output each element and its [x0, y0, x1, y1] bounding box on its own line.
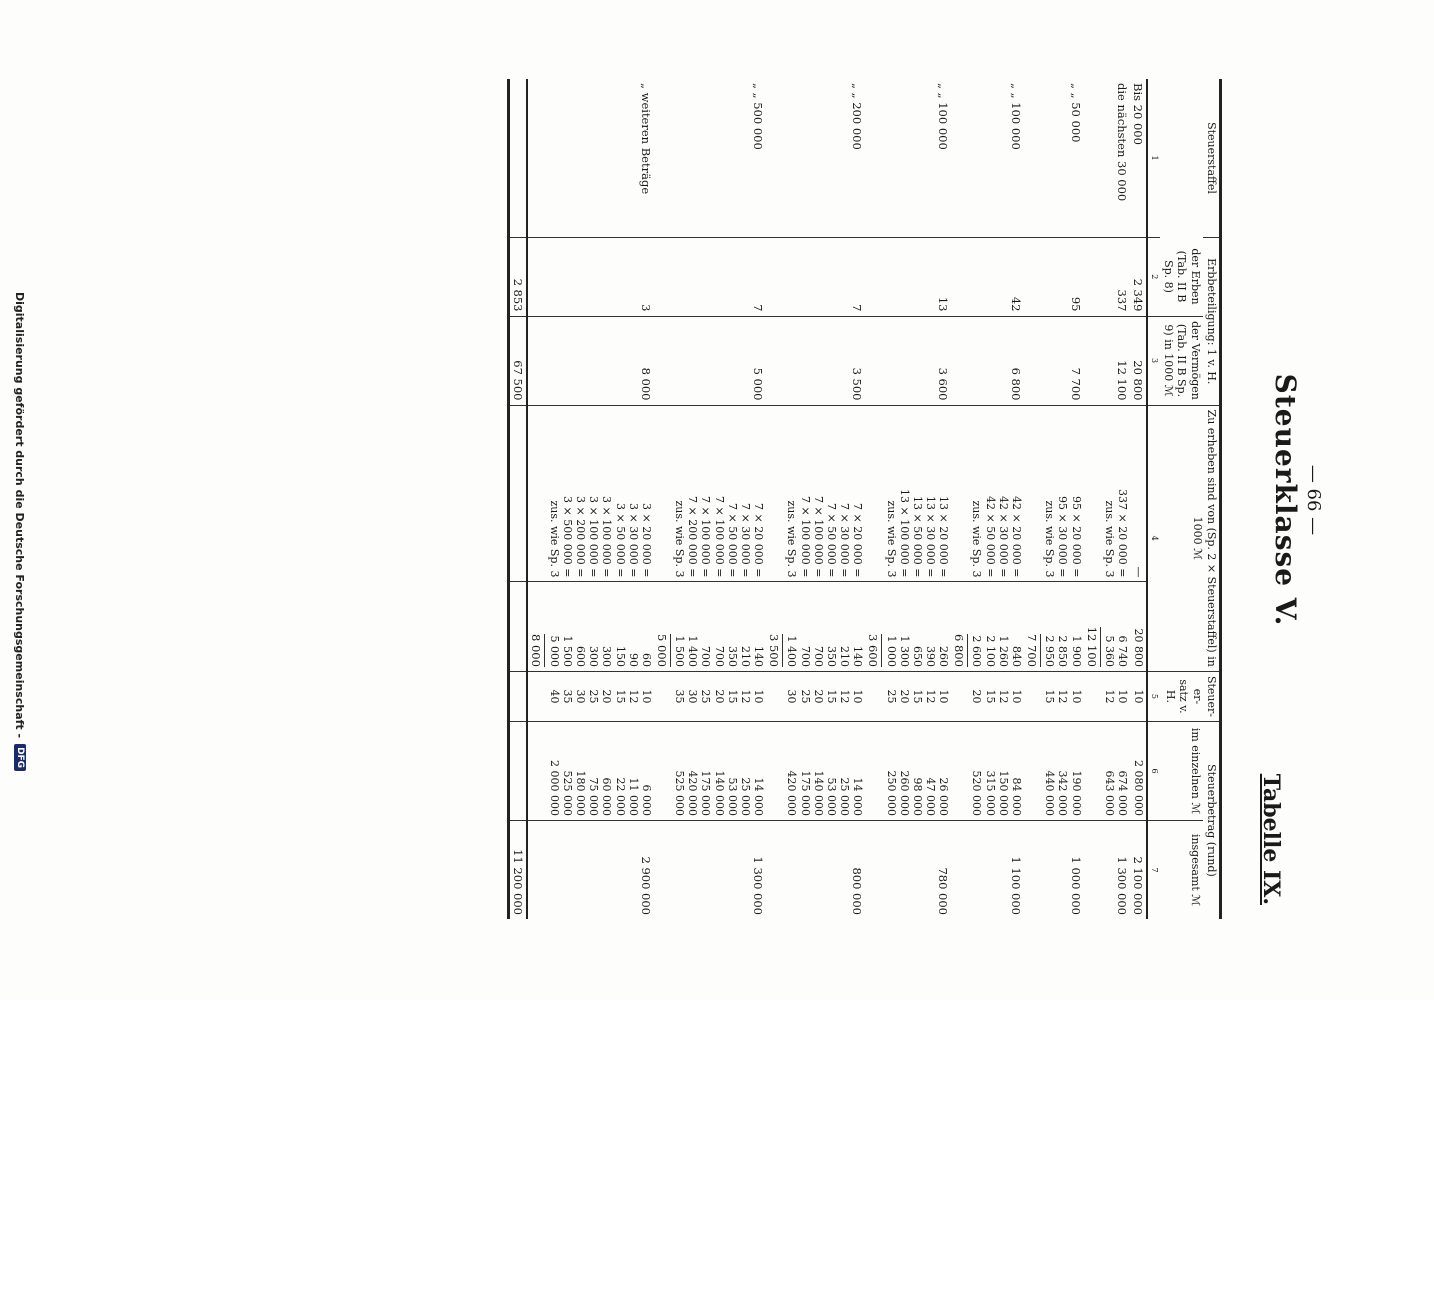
steuerstaffel-cell: „ „ 100 000 [936, 83, 951, 150]
erben-cell: 13 [883, 238, 951, 317]
credit-text: Digitalisierung gefördert durch die Deutsche Forschungsgemeinschaft - [13, 292, 27, 739]
subtotal-cell [951, 79, 969, 238]
subtotal-cell [1024, 79, 1042, 238]
erben-cell: 3 [546, 238, 654, 317]
insgesamt-cell: 2 100 000 [1130, 821, 1147, 920]
insgesamt-cell: 780 000 [883, 821, 951, 920]
total-empty [509, 582, 528, 671]
subtotal-cell [527, 582, 546, 671]
formel-cell: 7 × 20 000 = 7 × 30 000 = 7 × 50 000 = 7 × 100 000 = 7 × 100 000 = 7 × 200 000 = zus. wie Sp. 3 [672, 405, 766, 582]
subtotal-row [865, 79, 883, 919]
subtotal-value: 6 800 [952, 634, 967, 667]
steuerstaffel-cell: „ weiteren Beträge [638, 83, 653, 195]
erben-cell: 42 [969, 238, 1024, 317]
einzelbetrag-cell: 190 000 342 000 440 000 [1042, 722, 1084, 821]
wert-cell: 140 210 350 700 700 1 400 [784, 582, 865, 671]
subtotal-cell [766, 722, 784, 821]
steuerstaffel-cell: „ „ 50 000 [1068, 83, 1083, 143]
steuerstaffel-cell: „ „ 500 000 [751, 83, 766, 150]
subtotal-cell [766, 79, 784, 238]
subtotal-cell [527, 79, 546, 238]
subtotal-cell [654, 821, 672, 920]
subtotal-row [654, 79, 672, 919]
steuersatz-cell: 10 12 [1102, 671, 1130, 721]
tax-table [507, 79, 1222, 919]
total-insgesamt: 11 200 000 [509, 821, 528, 920]
formel-cell: 7 × 20 000 = 7 × 30 000 = 7 × 50 000 = 7 × 100 000 = 7 × 100 000 = zus. wie Sp. 3 [784, 405, 865, 582]
header-zu-erheben: Zu erheben sind von (Sp. 2 × Steuerstaffel) in 1000 ℳ [1160, 405, 1221, 671]
subtotal-cell [951, 671, 969, 721]
subtotal-cell [766, 671, 784, 721]
wert-cell: 840 1 260 2 100 2 600 [969, 582, 1024, 671]
table-row [883, 79, 951, 919]
vermoegen-cell: 12 100 [1102, 316, 1130, 405]
erben-cell: 2 349 [1130, 238, 1147, 317]
subtotal-cell [527, 821, 546, 920]
subtotal-cell [951, 582, 969, 671]
steuersatz-cell: 10 12 15 20 25 30 35 40 [546, 671, 654, 721]
subtotal-cell [654, 582, 672, 671]
col-number: 5 [1147, 671, 1160, 721]
subtotal-row [1024, 79, 1042, 919]
subtotal-value: 3 500 [767, 634, 782, 667]
total-vermoegen: 67 500 [509, 316, 528, 405]
page-title: Steuerklasse V. [1269, 373, 1302, 627]
table-row [672, 79, 766, 919]
totals-row [509, 79, 528, 919]
steuerstaffel-cell: „ „ 100 000 [1009, 83, 1024, 150]
insgesamt-cell: 2 900 000 [546, 821, 654, 920]
subtotal-cell [951, 821, 969, 920]
wert-cell: 6 740 5 360 [1102, 582, 1130, 671]
subtotal-cell [865, 722, 883, 821]
subtotal-cell [1084, 238, 1102, 317]
col-number: 6 [1147, 722, 1160, 821]
vermoegen-cell: 7 700 [1042, 316, 1084, 405]
subtotal-row [951, 79, 969, 919]
subtotal-cell [865, 405, 883, 582]
subtotal-cell [951, 238, 969, 317]
subtotal-cell [654, 671, 672, 721]
vermoegen-cell: 20 800 [1130, 316, 1147, 405]
steuersatz-cell: 10 12 15 20 25 30 [784, 671, 865, 721]
subtotal-cell [1024, 722, 1042, 821]
subtotal-cell [766, 405, 784, 582]
steuersatz-cell: 10 12 15 [1042, 671, 1084, 721]
col-number: 2 [1147, 238, 1160, 317]
subtotal-cell [654, 405, 672, 582]
subtotal-cell [654, 316, 672, 405]
subtotal-value: 8 000 [529, 634, 544, 667]
formel-cell: 42 × 20 000 = 42 × 30 000 = 42 × 50 000 = zus. wie Sp. 3 [969, 405, 1024, 582]
subtotal-cell [527, 238, 546, 317]
vermoegen-cell: 3 600 [883, 316, 951, 405]
einzelbetrag-cell: 2 080 000 [1130, 722, 1147, 821]
subtotal-value: 7 700 [1025, 634, 1040, 667]
erben-cell: 7 [672, 238, 766, 317]
subtotal-row [527, 79, 546, 919]
header-steuersatz: Steuer- er- satz v. H. [1160, 671, 1221, 721]
subtotal-cell [1084, 722, 1102, 821]
col-number: 3 [1147, 316, 1160, 405]
digitization-credit [8, 292, 32, 1292]
subtotal-cell [766, 316, 784, 405]
steuerstaffel-cell: „ „ 200 000 [850, 83, 865, 150]
formel-cell: — [1130, 405, 1147, 582]
subtotal-value: 5 000 [654, 634, 669, 667]
table-row [784, 79, 865, 919]
subtotal-cell [766, 582, 784, 671]
einzelbetrag-cell: 26 000 47 000 98 000 260 000 250 000 [883, 722, 951, 821]
formel-cell: 337 × 20 000 = zus. wie Sp. 3 [1102, 405, 1130, 582]
insgesamt-cell: 1 300 000 [672, 821, 766, 920]
einzelbetrag-cell: 14 000 25 000 53 000 140 000 175 000 420 000 525 000 [672, 722, 766, 821]
header-einzeln: im einzelnen ℳ [1160, 722, 1203, 821]
col-number: 1 [1147, 79, 1160, 238]
insgesamt-cell: 800 000 [784, 821, 865, 920]
header-insgesamt: insgesamt ℳ [1160, 821, 1203, 920]
subtotal-cell [1084, 821, 1102, 920]
header-erbbeteiligung: Erbbeteiligung: 1 v. H. [1203, 238, 1220, 406]
subtotal-cell [951, 316, 969, 405]
table-row [1042, 79, 1084, 919]
subtotal-cell [865, 316, 883, 405]
subtotal-cell [1024, 821, 1042, 920]
steuersatz-cell: 10 12 15 20 [969, 671, 1024, 721]
steuerstaffel-cell: die nächsten 30 000 [1115, 83, 1129, 202]
wert-cell: 140 210 350 700 700 1 400 1 500 [672, 582, 766, 671]
vermoegen-cell: 6 800 [969, 316, 1024, 405]
total-empty [509, 405, 528, 582]
subtotal-cell [1084, 582, 1102, 671]
subtotal-cell [1024, 582, 1042, 671]
subtotal-cell [1024, 238, 1042, 317]
formel-cell: 3 × 20 000 = 3 × 30 000 = 3 × 50 000 = 3 × 100 000 = 3 × 100 000 = 3 × 200 000 = 3 × 500 000 = zus. wie Sp. 3 [546, 405, 654, 582]
subtotal-cell [654, 238, 672, 317]
insgesamt-cell: 1 100 000 [969, 821, 1024, 920]
total-empty [509, 79, 528, 238]
subtotal-value: 12 100 [1084, 626, 1099, 667]
steuerstaffel-cell: Bis 20 000 [1131, 83, 1145, 145]
subtotal-row [1084, 79, 1102, 919]
wert-cell: 20 800 [1130, 582, 1147, 671]
subtotal-cell [951, 722, 969, 821]
col-number: 7 [1147, 821, 1160, 920]
subtotal-cell [527, 722, 546, 821]
vermoegen-cell: 8 000 [546, 316, 654, 405]
wert-cell: 1 900 2 850 2 950 [1042, 582, 1084, 671]
subtotal-cell [766, 821, 784, 920]
table-row [969, 79, 1024, 919]
subtotal-cell [654, 722, 672, 821]
subtotal-cell [527, 671, 546, 721]
total-empty [509, 671, 528, 721]
vermoegen-cell: 3 500 [784, 316, 865, 405]
erben-cell: 7 [784, 238, 865, 317]
subtotal-cell [865, 821, 883, 920]
subtotal-cell [1084, 316, 1102, 405]
table-row [546, 79, 654, 919]
subtotal-cell [527, 316, 546, 405]
header-steuerstaffel: Steuerstaffel [1205, 122, 1218, 194]
einzelbetrag-cell: 14 000 25 000 53 000 140 000 175 000 420 000 [784, 722, 865, 821]
total-empty [509, 722, 528, 821]
col-number: 4 [1147, 405, 1160, 671]
dfg-logo: DFG [14, 744, 26, 771]
steuersatz-cell: 10 12 15 20 25 30 35 [672, 671, 766, 721]
insgesamt-cell: 1 300 000 [1102, 821, 1130, 920]
table-row [1102, 79, 1130, 919]
vermoegen-cell: 5 000 [672, 316, 766, 405]
subtotal-cell [1084, 405, 1102, 582]
insgesamt-cell: 1 000 000 [1042, 821, 1084, 920]
subtotal-cell [1084, 671, 1102, 721]
formel-cell: 13 × 20 000 = 13 × 30 000 = 13 × 50 000 = 13 × 100 000 = zus. wie Sp. 3 [883, 405, 951, 582]
subtotal-cell [865, 671, 883, 721]
subtotal-cell [1024, 405, 1042, 582]
subtotal-cell [1024, 316, 1042, 405]
einzelbetrag-cell: 6 000 11 000 22 000 60 000 75 000 180 000 525 000 2 000 000 [546, 722, 654, 821]
subtotal-cell [527, 405, 546, 582]
steuersatz-cell: 10 [1130, 671, 1147, 721]
subtotal-row [766, 79, 784, 919]
erben-cell: 337 [1102, 238, 1130, 317]
table-number: Tabelle IX. [1258, 773, 1284, 905]
subtotal-cell [865, 79, 883, 238]
subtotal-value: 3 600 [866, 634, 881, 667]
steuersatz-cell: 10 12 15 20 25 [883, 671, 951, 721]
wert-cell: 260 390 650 1 300 1 000 [883, 582, 951, 671]
header-steuerbetrag: Steuerbetrag (rund) [1203, 722, 1220, 920]
subtotal-cell [865, 582, 883, 671]
header-erben: der Erben (Tab. II B Sp. 8) [1161, 248, 1203, 305]
formel-cell: 95 × 20 000 = 95 × 30 000 = zus. wie Sp. 3 [1042, 405, 1084, 582]
subtotal-cell [1024, 671, 1042, 721]
rotated-page [102, 65, 1332, 935]
subtotal-cell [766, 238, 784, 317]
wert-cell: 60 90 150 300 300 600 1 500 5 000 [546, 582, 654, 671]
table-row [1130, 79, 1147, 919]
einzelbetrag-cell: 84 000 150 000 315 000 520 000 [969, 722, 1024, 821]
page-number: — 66 — [1303, 464, 1324, 536]
subtotal-cell [865, 238, 883, 317]
erben-cell: 95 [1042, 238, 1084, 317]
subtotal-cell [951, 405, 969, 582]
total-erben: 2 853 [509, 238, 528, 317]
subtotal-cell [654, 79, 672, 238]
header-vermoegen: der Vermögen (Tab. II B Sp. 9) in 1000 ℳ [1160, 316, 1203, 405]
einzelbetrag-cell: 674 000 643 000 [1102, 722, 1130, 821]
subtotal-cell [1084, 79, 1102, 238]
